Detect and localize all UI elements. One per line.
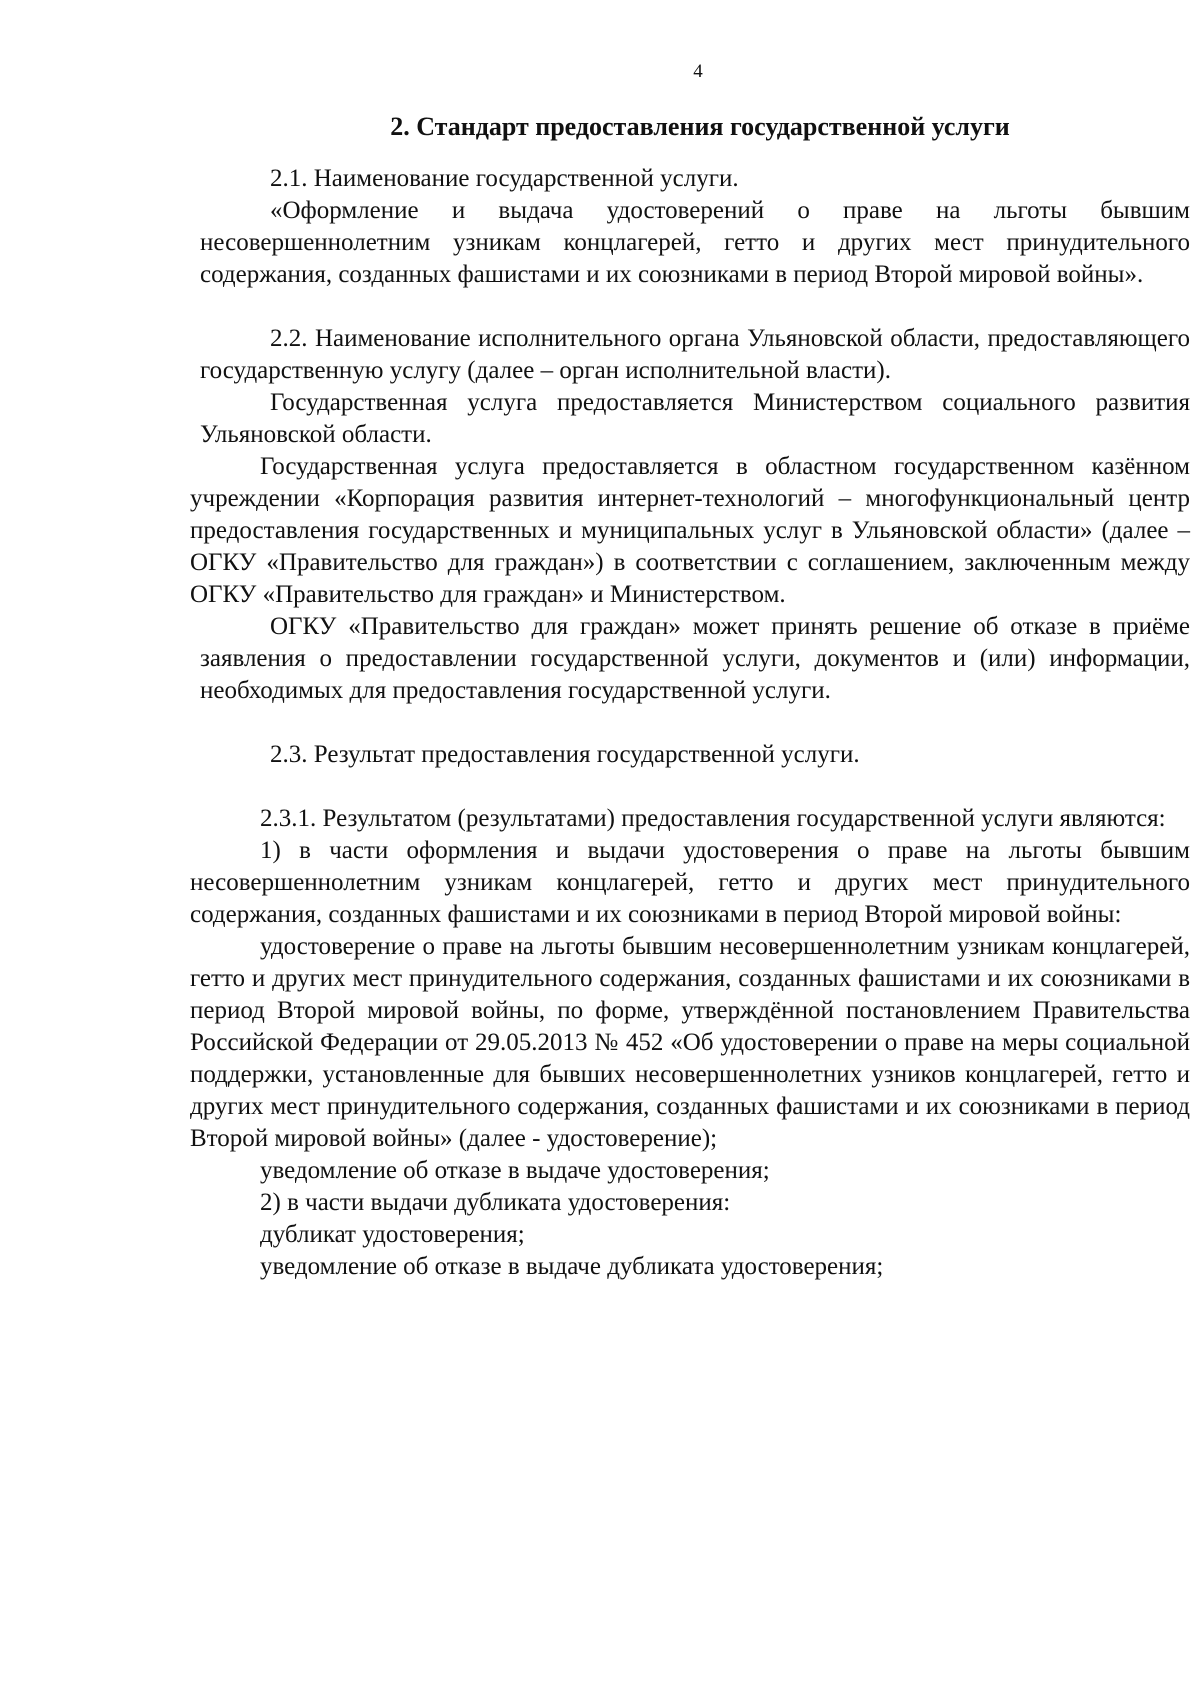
paragraph-refusal-right: ОГКУ «Правительство для граждан» может принять решение об отказе в приёме заявления о предоставлении государственной услуги, документов и (или) информации, необходимых для предоставления государственной услуги. [200, 613, 1190, 704]
section-heading: 2. Стандарт предоставления государственной услуги [390, 112, 1010, 141]
page-number: 4 [693, 61, 703, 82]
paragraph-duplicate-refusal: уведомление об отказе в выдаче дубликата удостоверения; [260, 1253, 884, 1280]
paragraph-ministry: Государственная услуга предоставляется Министерством социального развития Ульяновской области. [200, 389, 1190, 448]
paragraph-2-3-title: 2.3. Результат предоставления государственной услуги. [270, 741, 860, 768]
paragraph-duplicate: дубликат удостоверения; [260, 1221, 525, 1248]
paragraph-service-name: «Оформление и выдача удостоверений о праве на льготы бывшим несовершеннолетним узникам концлагерей, гетто и других мест принудительного содержания, созданных фашистами и их союзниками в период Второй мировой войны». [200, 197, 1190, 288]
paragraph-item-1: 1) в части оформления и выдачи удостоверения о праве на льготы бывшим несовершеннолетним узникам концлагерей, гетто и других мест принудительного содержания, созданных фашистами и их союзниками в период Второй мировой войны: [190, 837, 1190, 928]
paragraph-certificate: удостоверение о праве на льготы бывшим несовершеннолетним узникам концлагерей, гетто и других мест принудительного содержания, созданных фашистами и их союзниками в период Второй мировой войны, по форме, утверждённой постановлением Правительства Российской Федерации от 29.05.2013 № 452 «Об удостоверении о праве на меры социальной поддержки, установленные для бывших несовершеннолетних узников концлагерей, гетто и других мест принудительного содержания, созданных фашистами и их союзниками в период Второй мировой войны» (далее - удостоверение); [190, 933, 1190, 1152]
paragraph-2-3-1: 2.3.1. Результатом (результатами) предоставления государственной услуги являются: [260, 805, 1166, 832]
paragraph-2-1-title: 2.1. Наименование государственной услуги. [270, 165, 739, 192]
body-text [190, 163, 1190, 1283]
paragraph-item-2: 2) в части выдачи дубликата удостоверения: [260, 1189, 731, 1216]
paragraph-2-2-title: 2.2. Наименование исполнительного органа Ульяновской области, предоставляющего государственную услугу (далее – орган исполнительной власти). [200, 325, 1190, 384]
paragraph-mfc: Государственная услуга предоставляется в областном государственном казённом учреждении «Корпорация развития интернет-технологий – многофункциональный центр предоставления государственных и муниципальных услуг в Ульяновской области» (далее – ОГКУ «Правительство для граждан») в соответствии с соглашением, заключенным между ОГКУ «Правительство для граждан» и Министерством. [190, 453, 1190, 608]
paragraph-refusal-notice: уведомление об отказе в выдаче удостоверения; [260, 1157, 770, 1184]
